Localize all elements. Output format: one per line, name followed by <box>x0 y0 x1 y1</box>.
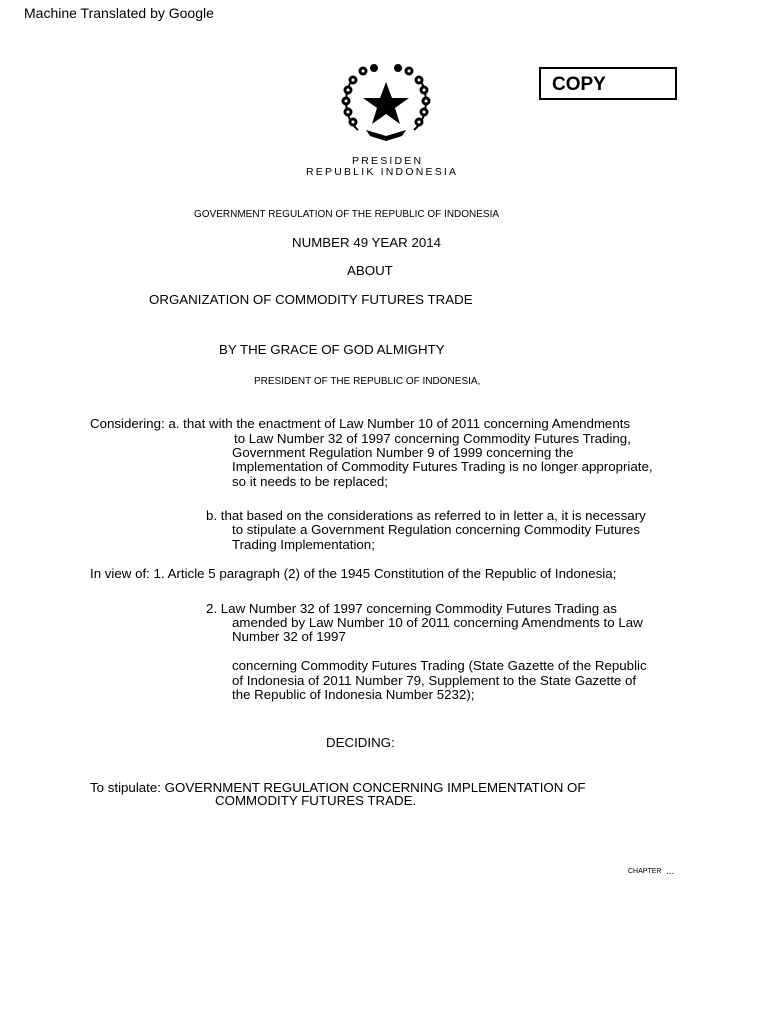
regulation-subject: ORGANIZATION OF COMMODITY FUTURES TRADE <box>149 292 473 307</box>
in-view-of-item1: In view of: 1. Article 5 paragraph (2) of the 1945 Constitution of the Republic of Indonesia; <box>90 566 617 581</box>
presidential-emblem-icon <box>336 64 436 142</box>
considering-a-line: Government Regulation Number 9 of 1999 concerning the <box>232 445 574 460</box>
deciding-heading: DECIDING: <box>326 735 395 750</box>
in-view-of-item2-line: amended by Law Number 10 of 2011 concerning Amendments to Law <box>232 615 643 630</box>
in-view-of-item2-cont-line: the Republic of Indonesia Number 5232); <box>232 687 475 702</box>
stipulate-line: To stipulate: GOVERNMENT REGULATION CONCERNING IMPLEMENTATION OF <box>90 780 586 795</box>
in-view-of-item2-line: Number 32 of 1997 <box>232 629 346 644</box>
considering-a-line: so it needs to be replaced; <box>232 474 388 489</box>
in-view-of-item2-cont-line: of Indonesia of 2011 Number 79, Supplement to the State Gazette of <box>232 673 637 688</box>
regulation-number: NUMBER 49 YEAR 2014 <box>292 235 442 250</box>
considering-a-line: Implementation of Commodity Futures Trading is no longer appropriate, <box>232 459 653 474</box>
grace-line: BY THE GRACE OF GOD ALMIGHTY <box>219 342 445 357</box>
seal-title-line1: PRESIDEN <box>352 155 424 167</box>
about-label: ABOUT <box>347 263 393 278</box>
copy-stamp-label: COPY <box>552 74 606 95</box>
considering-a-line: to Law Number 32 of 1997 concerning Commodity Futures Trading, <box>234 431 631 446</box>
considering-b-line: to stipulate a Government Regulation concerning Commodity Futures <box>232 522 640 537</box>
considering-b-line: b. that based on the considerations as referred to in letter a, it is necessary <box>206 508 646 523</box>
in-view-of-item2-cont-line: concerning Commodity Futures Trading (State Gazette of the Republic <box>232 658 647 673</box>
stipulate-line: COMMODITY FUTURES TRADE. <box>215 793 417 808</box>
machine-translation-banner: Machine Translated by Google <box>24 5 214 21</box>
continuation-dots: ... <box>666 866 675 877</box>
president-line: PRESIDENT OF THE REPUBLIC OF INDONESIA, <box>254 376 481 387</box>
seal-title-line2: REPUBLIK INDONESIA <box>306 166 459 178</box>
considering-a-line: Considering: a. that with the enactment of Law Number 10 of 2011 concerning Amendments <box>90 416 631 431</box>
copy-stamp <box>539 67 677 100</box>
chapter-continuation-label: CHAPTER <box>628 868 662 875</box>
in-view-of-item2-line: 2. Law Number 32 of 1997 concerning Commodity Futures Trading as <box>206 601 617 616</box>
regulation-heading: GOVERNMENT REGULATION OF THE REPUBLIC OF INDONESIA <box>194 209 500 220</box>
considering-b-line: Trading Implementation; <box>232 537 375 552</box>
